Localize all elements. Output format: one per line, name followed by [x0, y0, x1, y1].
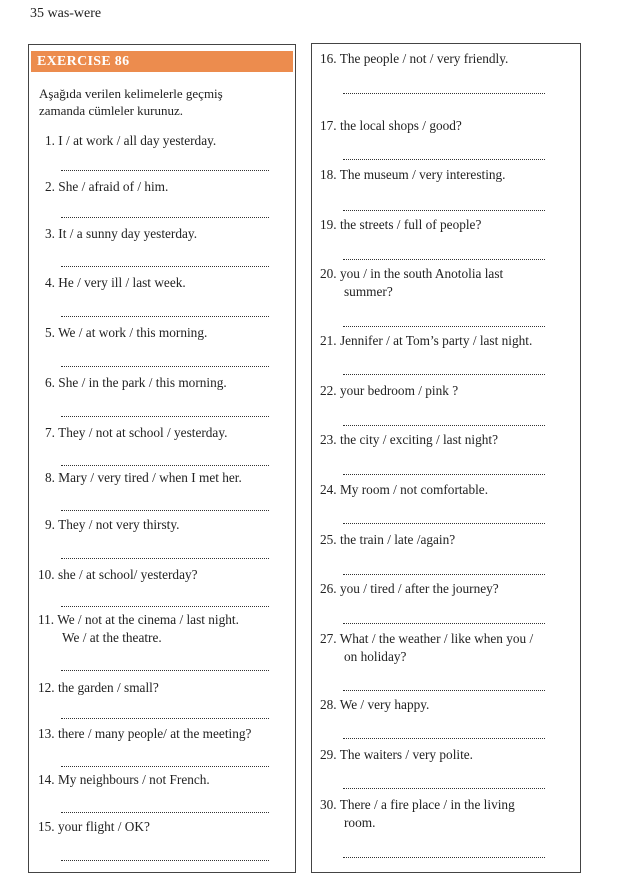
instruction-line-1: Aşağıda verilen kelimelerle geçmiş — [39, 86, 223, 101]
question-text: There / a fire place / in the living — [336, 797, 515, 812]
question-text: The waiters / very polite. — [336, 747, 474, 762]
answer-line[interactable] — [61, 718, 269, 719]
question-number: 29. — [320, 747, 337, 762]
answer-line[interactable] — [343, 738, 545, 739]
question-18 — [320, 166, 506, 184]
question-number: 24. — [320, 482, 337, 497]
question-text: My neighbours / not French. — [54, 772, 210, 787]
left-exercise-box — [28, 44, 296, 873]
question-text: She / afraid of / him. — [54, 179, 169, 194]
answer-line[interactable] — [61, 416, 269, 417]
question-number: 23. — [320, 432, 337, 447]
question-text: The people / not / very friendly. — [336, 51, 509, 66]
answer-line[interactable] — [61, 217, 269, 218]
question-7 — [45, 424, 227, 442]
question-15 — [38, 818, 150, 836]
question-number: 7. — [45, 425, 55, 440]
answer-line[interactable] — [61, 170, 269, 171]
question-23 — [320, 431, 498, 449]
question-text-continued: We / at the theatre. — [62, 629, 162, 645]
answer-line[interactable] — [343, 690, 545, 691]
question-19 — [320, 216, 481, 234]
question-number: 17. — [320, 118, 337, 133]
question-text: the local shops / good? — [336, 118, 462, 133]
answer-line[interactable] — [343, 474, 545, 475]
question-text-continued: summer? — [344, 283, 393, 299]
question-2 — [45, 178, 168, 196]
question-3 — [45, 225, 197, 243]
question-number: 28. — [320, 697, 337, 712]
question-text: Jennifer / at Tom’s party / last night. — [336, 333, 533, 348]
question-text: your bedroom / pink ? — [336, 383, 459, 398]
question-14 — [38, 771, 210, 789]
answer-line[interactable] — [343, 159, 545, 160]
answer-line[interactable] — [61, 366, 269, 367]
question-text-continued: room. — [344, 814, 376, 830]
question-text: They / not at school / yesterday. — [54, 425, 228, 440]
question-6 — [45, 374, 227, 392]
question-number: 15. — [38, 819, 55, 834]
question-text: The museum / very interesting. — [336, 167, 506, 182]
answer-line[interactable] — [343, 788, 545, 789]
question-26 — [320, 580, 499, 598]
answer-line[interactable] — [343, 425, 545, 426]
question-text: We / not at the cinema / last night. — [54, 612, 239, 627]
question-20 — [320, 265, 503, 300]
exercise-title: EXERCISE 86 — [31, 51, 293, 72]
question-text-continued: on holiday? — [344, 648, 407, 664]
question-number: 27. — [320, 631, 337, 646]
question-text: you / in the south Anotolia last — [336, 266, 504, 281]
question-text: the train / late /again? — [336, 532, 456, 547]
question-number: 10. — [38, 567, 55, 582]
question-number: 21. — [320, 333, 337, 348]
answer-line[interactable] — [61, 510, 269, 511]
question-number: 30. — [320, 797, 337, 812]
question-9 — [45, 516, 179, 534]
exercise-instruction — [39, 85, 284, 119]
question-text: My room / not comfortable. — [336, 482, 489, 497]
answer-line[interactable] — [61, 558, 269, 559]
question-number: 25. — [320, 532, 337, 547]
question-30 — [320, 796, 515, 831]
answer-line[interactable] — [61, 860, 269, 861]
answer-line[interactable] — [343, 574, 545, 575]
answer-line[interactable] — [61, 670, 269, 671]
answer-line[interactable] — [343, 623, 545, 624]
question-text: They / not very thirsty. — [54, 517, 180, 532]
question-text: the city / exciting / last night? — [336, 432, 498, 447]
question-number: 16. — [320, 51, 337, 66]
question-28 — [320, 696, 429, 714]
answer-line[interactable] — [61, 266, 269, 267]
question-number: 13. — [38, 726, 55, 741]
question-text: Mary / very tired / when I met her. — [54, 470, 242, 485]
question-text: She / in the park / this morning. — [54, 375, 227, 390]
answer-line[interactable] — [61, 316, 269, 317]
question-number: 22. — [320, 383, 337, 398]
question-text: your flight / OK? — [54, 819, 150, 834]
question-number: 5. — [45, 325, 55, 340]
question-12 — [38, 679, 159, 697]
question-text: We / very happy. — [336, 697, 430, 712]
question-number: 2. — [45, 179, 55, 194]
answer-line[interactable] — [343, 374, 545, 375]
answer-line[interactable] — [343, 93, 545, 94]
question-11 — [38, 611, 239, 646]
question-number: 3. — [45, 226, 55, 241]
question-text: What / the weather / like when you / — [336, 631, 534, 646]
question-29 — [320, 746, 473, 764]
question-21 — [320, 332, 532, 350]
question-text: It / a sunny day yesterday. — [54, 226, 198, 241]
question-number: 11. — [38, 612, 55, 627]
answer-line[interactable] — [343, 259, 545, 260]
question-13 — [38, 725, 251, 743]
question-text: He / very ill / last week. — [54, 275, 186, 290]
question-24 — [320, 481, 488, 499]
question-number: 18. — [320, 167, 337, 182]
question-text: We / at work / this morning. — [54, 325, 208, 340]
answer-line[interactable] — [343, 210, 545, 211]
question-text: there / many people/ at the meeting? — [54, 726, 252, 741]
question-number: 4. — [45, 275, 55, 290]
question-10 — [38, 566, 198, 584]
question-25 — [320, 531, 455, 549]
question-text: the streets / full of people? — [336, 217, 482, 232]
question-text: she / at school/ yesterday? — [54, 567, 198, 582]
question-number: 8. — [45, 470, 55, 485]
question-number: 19. — [320, 217, 337, 232]
answer-line[interactable] — [61, 812, 269, 813]
question-number: 1. — [45, 133, 55, 148]
question-text: I / at work / all day yesterday. — [54, 133, 217, 148]
question-number: 14. — [38, 772, 55, 787]
question-text: you / tired / after the journey? — [336, 581, 499, 596]
question-number: 9. — [45, 517, 55, 532]
question-number: 26. — [320, 581, 337, 596]
question-27 — [320, 630, 533, 665]
answer-line[interactable] — [61, 465, 269, 466]
question-number: 12. — [38, 680, 55, 695]
question-4 — [45, 274, 186, 292]
answer-line[interactable] — [343, 857, 545, 858]
instruction-line-2: zamanda cümleler kurunuz. — [39, 103, 184, 118]
question-text: the garden / small? — [54, 680, 159, 695]
page-header: 35 was-were — [30, 6, 102, 21]
question-8 — [45, 469, 242, 487]
question-number: 6. — [45, 375, 55, 390]
question-1 — [45, 132, 216, 150]
answer-line[interactable] — [343, 326, 545, 327]
answer-line[interactable] — [343, 523, 545, 524]
question-22 — [320, 382, 458, 400]
question-17 — [320, 117, 462, 135]
answer-line[interactable] — [61, 766, 269, 767]
question-5 — [45, 324, 207, 342]
question-number: 20. — [320, 266, 337, 281]
question-16 — [320, 50, 508, 68]
answer-line[interactable] — [61, 606, 269, 607]
